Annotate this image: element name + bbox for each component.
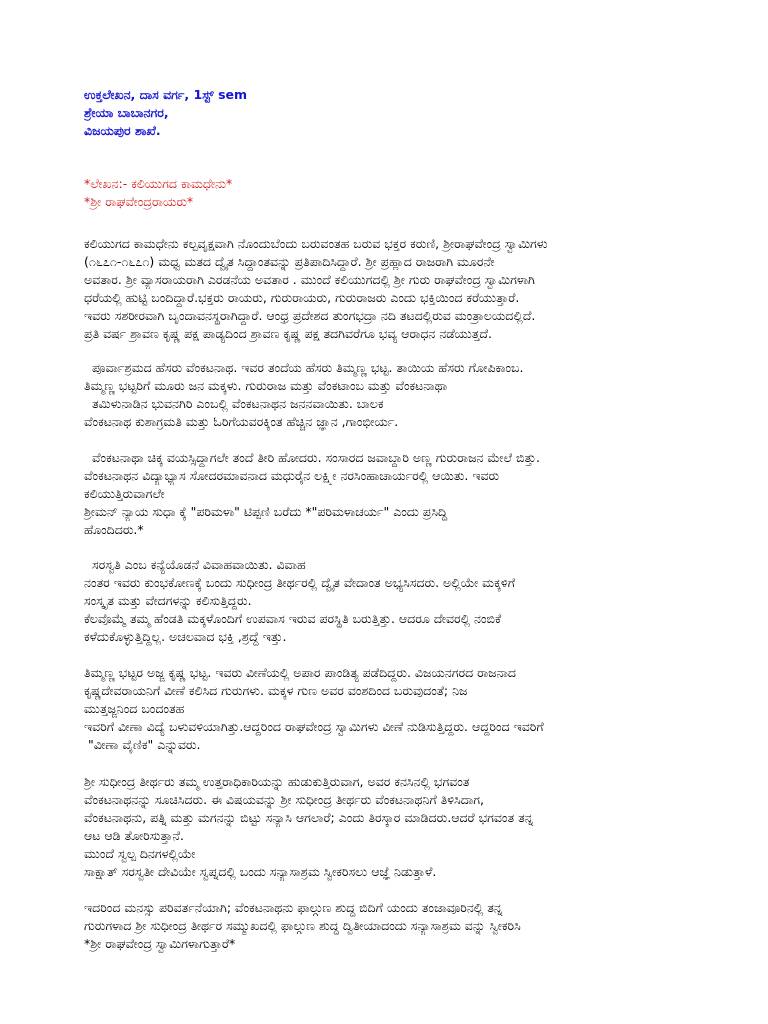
paragraph-5-line-1: ತಿಮ್ಮಣ್ಣ ಭಟ್ಟರ ಅಜ್ಜ ಕೃಷ್ಣ ಭಟ್ಟ. ಇವರು ವೀಣೆಯಲ್ಲಿ ಅಪಾರ ಪಾಂಡಿತ್ಯ ಪಡೆದಿದ್ದರು. ವಿಜಯನಗರದ ರಾಜನಾದ [84,665,517,680]
paragraph-3-line-1: ವೆಂಕಟನಾಥಾ ಚಿಕ್ಕ ವಯಸ್ಸಿದ್ದಾಗಲೇ ತಂದೆ ತೀರಿ ಹೋದರು. ಸಂಸಾರದ ಜವಾಬ್ದಾರಿ ಅಣ್ಣ ಗುರುರಾಜನ ಮೇಲೆ ಬಿತ್ತು. [92,450,541,465]
paragraph-4-line-3: ಸಂಸ್ಕೃತ ಮತ್ತು ವೇದಗಳನ್ನು ಕಲಿಸುತ್ತಿದ್ದರು. [84,593,252,608]
paragraph-4-line-4: ಕೆಲವೊಮ್ಮೆ ತಮ್ಮ ಹೆಂಡತಿ ಮಕ್ಕಳೊಂದಿಗೆ ಉಪವಾಸ ಇರುವ ಪರಸ್ಥಿತಿ ಬರುತ್ತಿತ್ತು. ಆದರೂ ದೇವರಲ್ಲಿ ನಂಬಿಕೆ [84,611,502,626]
header-line-class-info: ಉಕ್ತಲೇಖನ, ದಾಸ ವರ್ಗ, 1ಸ್ಟ್ sem [84,87,248,102]
paragraph-6-line-1: ಶ್ರೀ ಸುಧೀಂದ್ರ ತೀರ್ಥರು ತಮ್ಮ ಉತ್ತರಾಧಿಕಾರಿಯನ್ನು ಹುಡುಕುತ್ತಿರುವಾಗ, ಅವರ ಕನಸಿನಲ್ಲಿ ಭಗವಂತ [84,774,470,789]
article-subtitle: *ಶ್ರೀ ರಾಘವೇಂದ್ರರಾಯರು* [84,194,194,209]
paragraph-1-line-5: ಇವರು ಸಶರೀರವಾಗಿ ಬೃಂದಾವನಸ್ಥರಾಗಿದ್ದಾರೆ. ಆಂಧ್ರ ಪ್ರದೇಶದ ತುಂಗಭದ್ರಾ ನದಿ ತಟದಲ್ಲಿರುವ ಮಂತ್ರಾಲಯದಲ್ಲಿದೆ. [84,308,536,323]
paragraph-5-line-4: ಇವರಿಗೆ ವೀಣಾ ವಿದ್ಯೆ ಬಳುವಳಿಯಾಗಿತ್ತು.ಆದ್ದರಿಂದ ರಾಘವೇಂದ್ರ ಸ್ವಾಮಿಗಳು ವೀಣೆ ನುಡಿಸುತ್ತಿದ್ದರು. ಆದ್ದರಿಂದ ಇವರಿಗೆ [84,719,544,734]
paragraph-1-line-1: ಕಲಿಯುಗದ ಕಾಮಧೇನು ಕಲ್ಪವೃಕ್ಷವಾಗಿ ನೊಂದುಬೆಂದು ಬರುವಂತಹ ಬರುವ ಭಕ್ತರ ಕರುಣಿ, ಶ್ರೀರಾಘವೇಂದ್ರ ಸ್ವಾಮಿಗಳು [84,236,548,251]
paragraph-4-line-5: ಕಳೆದುಕೊಳ್ಳುತ್ತಿದ್ದಿಲ್ಲ. ಅಚಲವಾದ ಭಕ್ತಿ ,ಶ್ರದ್ಧೆ ಇತ್ತು. [84,629,287,644]
paragraph-1-line-6: ಪ್ರತಿ ವರ್ಷ ಶ್ರಾವಣ ಕೃಷ್ಣ ಪಕ್ಷ ಪಾಡ್ಯದಿಂದ ಶ್ರಾವಣ ಕೃಷ್ಣ ಪಕ್ಷ ತದಗಿವರೆಗೂ ಭವ್ಯ ಆರಾಧನ ನಡೆಯುತ್ತದೆ. [84,326,492,341]
paragraph-1-line-2: (೧೬೭೧-೧೬೭೧) ಮಧ್ವ ಮತದ ದ್ವೈತ ಸಿದ್ಧಾಂತವನ್ನು ಪ್ರತಿಪಾದಿಸಿದ್ದಾರೆ. ಶ್ರೀ ಪ್ರಹ್ಲಾದ ರಾಜರಾಗಿ ಮೂರನೇ [84,254,495,269]
paragraph-6-line-5: ಮುಂದೆ ಸ್ವಲ್ಪ ದಿನಗಳಲ್ಲಿಯೇ [84,846,196,861]
paragraph-2-line-3: ತಮಿಳುನಾಡಿನ ಭುವನಗಿರಿ ಎಂಬಲ್ಲಿ ವೆಂಕಟನಾಥನ ಜನನವಾಯಿತು. ಬಾಲಕ [92,396,384,411]
paragraph-3-line-2: ವೆಂಕಟನಾಥನ ವಿದ್ಯಾಭ್ಯಾಸ ಸೋದರಮಾವನಾದ ಮಧುರೈನ ಲಕ್ಷ್ಮೀ ನರಸಿಂಹಾಚಾರ್ಯರಲ್ಲಿ ಆಯಿತು. ಇವರು [84,468,500,483]
paragraph-3-line-5: ಹೊಂದಿದರು.* [84,522,144,537]
paragraph-2-line-4: ವೆಂಕಟನಾಥ ಕುಶಾಗ್ರಮತಿ ಮತ್ತು ಓರಿಗೆಯವರಕ್ಕಿಂತ ಹೆಚ್ಚಿನ ಜ್ಞಾನ ,ಗಾಂಭೀರ್ಯ. [84,414,399,429]
paragraph-4-line-2: ನಂತರ ಇವರು ಕುಂಭಕೋಣಕ್ಕೆ ಬಂದು ಸುಧೀಂದ್ರ ತೀರ್ಥರಲ್ಲಿ ದ್ವೈತ ವೇದಾಂತ ಅಭ್ಯಸಿಸದರು. ಅಲ್ಲಿಯೇ ಮಕ್ಕಳಿಗೆ [84,575,515,590]
paragraph-6-line-2: ವೆಂಕಟನಾಥನನ್ನು ಸೂಚಿಸಿದರು. ಈ ವಿಷಯವನ್ನು ಶ್ರೀ ಸುಧೀಂದ್ರ ತೀರ್ಥರು ವೆಂಕಟನಾಥನಿಗೆ ತಿಳಿಸಿದಾಗ, [84,792,484,807]
paragraph-1-line-3: ಅವತಾರ. ಶ್ರೀ ವ್ಯಾಸರಾಯರಾಗಿ ಎರಡನೆಯ ಅವತಾರ . ಮುಂದೆ ಕಲಿಯುಗದಲ್ಲಿ ಶ್ರೀ ಗುರು ರಾಘವೇಂದ್ರ ಸ್ವಾಮಿಗಳಾಗಿ [84,272,535,287]
paragraph-7-line-1: ಇದರಿಂದ ಮನಸ್ಸು ಪರಿವರ್ತನೆಯಾಗಿ; ವೆಂಕಟನಾಥನು ಫಾಲ್ಗುಣ ಶುದ್ಧ ಬಿದಿಗೆ ಯಂದು ತಂಜಾವೂರಿನಲ್ಲಿ ತನ್ನ [84,900,503,915]
paragraph-4-line-1: ಸರಸ್ವತಿ ಎಂಬ ಕನ್ಯೆಯೊಡನೆ ವಿವಾಹವಾಯಿತು. ವಿವಾಹ [92,557,306,572]
paragraph-6-line-6: ಸಾಕ್ಷಾತ್ ಸರಸ್ವತೀ ದೇವಿಯೇ ಸ್ವಪ್ನದಲ್ಲಿ ಬಂದು ಸನ್ಯಾಸಾಶ್ರಮ ಸ್ವೀಕರಿಸಲು ಆಜ್ಞೆ ನಿಡುತ್ತಾಳೆ. [84,864,437,879]
header-line-branch: ವಿಜಯಪುರ ಶಾಖೆ. [84,123,161,138]
paragraph-6-line-4: ಆಟ ಆಡಿ ತೋರಿಸುತ್ತಾನೆ. [84,828,184,843]
header-line-name: ಶ್ರೇಯಾ ಬಾಬಾನಗರ, [84,105,169,120]
paragraph-7-line-3: *ಶ್ರೀ ರಾಘವೇಂದ್ರ ಸ್ವಾಮಿಗಳಾಗುತ್ತಾರೆ* [84,936,236,951]
paragraph-2-line-2: ತಿಮ್ಮಣ್ಣ ಭಟ್ಟರಿಗೆ ಮೂರು ಜನ ಮಕ್ಕಳು. ಗುರುರಾಜ ಮತ್ತು ವೆಂಕಟಾಂಬ ಮತ್ತು ವೆಂಕಟನಾಥಾ [84,378,448,393]
paragraph-2-line-1: ಪೂರ್ವಾಶ್ರಮದ ಹೆಸರು ವೆಂಕಟನಾಥ. ಇವರ ತಂದೆಯ ಹೆಸರು ತಿಮ್ಮಣ್ಣ ಭಟ್ಟ. ತಾಯಿಯ ಹೆಸರು ಗೋಪಿಕಾಂಬ. [92,360,524,375]
paragraph-1-line-4: ಧರೆಯಲ್ಲಿ ಹುಟ್ಟಿ ಬಂದಿದ್ದಾರೆ.ಭಕ್ತರು ರಾಯರು, ಗುರುರಾಯರು, ಗುರುರಾಜರು ಎಂದು ಭಕ್ತಿಯಿಂದ ಕರೆಯುತ್ತಾರೆ. [84,290,520,305]
paragraph-5-line-3: ಮುತ್ತಜ್ಜನಿಂದ ಬಂದಂತಹ [84,701,185,716]
article-title: *ಲೇಖನ:- ಕಲಿಯುಗದ ಕಾಮಧೇನು* [84,176,233,191]
paragraph-7-line-2: ಗುರುಗಳಾದ ಶ್ರೀ ಸುಧೀಂದ್ರ ತೀರ್ಥರ ಸಮ್ಮುಖದಲ್ಲಿ ಫಾಲ್ಗುಣ ಶುದ್ಧ ದ್ವಿತೀಯಾದಂದು ಸನ್ಯಾಸಾಶ್ರಮ ವನ್ನು ಸ್ವೀಕರಿಸಿ [84,918,521,933]
paragraph-3-line-3: ಕಲಿಯುತ್ತಿರುವಾಗಲೇ [84,486,165,501]
paragraph-5-line-5: "ವೀಣಾ ವೈಣಿಕ" ಎನ್ನುವರು. [88,737,201,752]
paragraph-6-line-3: ವೆಂಕಟನಾಥನು, ಪತ್ನಿ ಮತ್ತು ಮಗನನ್ನು ಬಿಟ್ಟು ಸನ್ಯಾಸಿ ಆಗಲಾರೆ; ಎಂದು ತಿರಸ್ಕಾರ ಮಾಡಿದರು.ಆದರೆ ಭಗವಂತ ತನ್ನ [84,810,534,825]
paragraph-5-line-2: ಕೃಷ್ಣದೇವರಾಯನಿಗೆ ವೀಣೆ ಕಲಿಸಿದ ಗುರುಗಳು. ಮಕ್ಕಳ ಗುಣ ಅವರ ವಂಶದಿಂದ ಬರುವುದಂತೆ; ನಿಜ [84,683,468,698]
paragraph-3-line-4: ಶ್ರೀಮನ್ ನ್ಯಾಯ ಸುಧಾ ಕ್ಕೆ "ಪರಿಮಳಾ" ಟಿಪ್ಪಣಿ ಬರೆದು *"ಪರಿಮಳಾಚರ್ಯ" ಎಂದು ಪ್ರಸಿದ್ಧಿ [84,504,448,519]
